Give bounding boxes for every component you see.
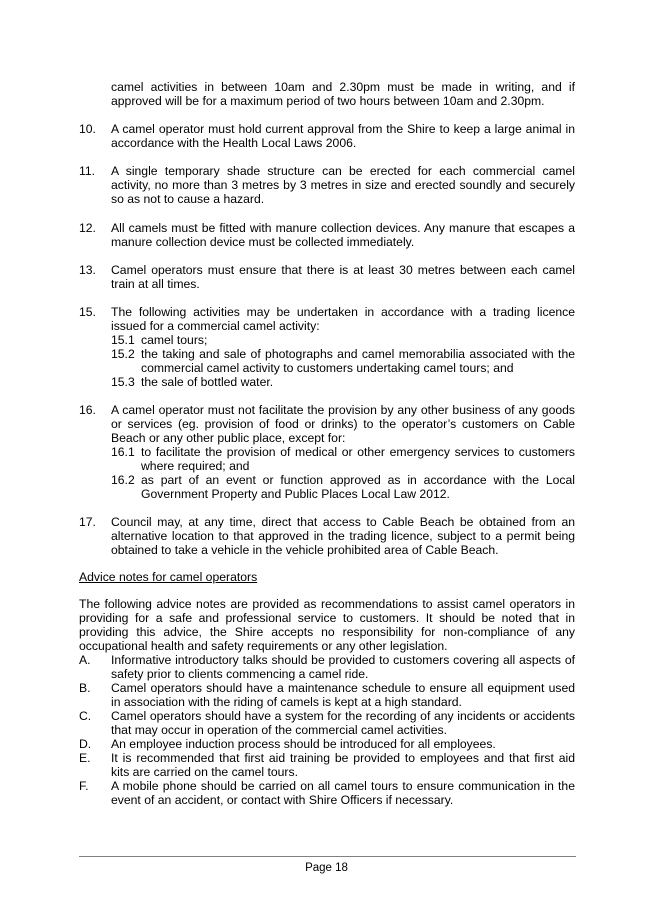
subclause-16-2	[111, 473, 575, 501]
clause-text: The following activities may be undertaken in accordance with a trading licence issued for a commercial camel activity:	[111, 305, 575, 333]
note-letter: B.	[79, 681, 91, 695]
subclause-text: the taking and sale of photographs and camel memorabilia associated with the commercial camel activity to customers undertaking camel tours; and	[141, 347, 575, 375]
clause-text: All camels must be fitted with manure collection devices. Any manure that escapes a manure collection device must be collected immediately.	[111, 221, 575, 249]
clause-number: 12.	[79, 221, 96, 235]
clause-number: 17.	[79, 515, 96, 529]
advice-note-c	[79, 709, 575, 737]
subclause-15-2	[111, 347, 575, 375]
advice-note-e	[79, 751, 575, 779]
page-number: Page 18	[305, 862, 348, 874]
clause-number: 13.	[79, 263, 96, 277]
note-letter: C.	[79, 709, 92, 723]
note-text: It is recommended that first aid training be provided to employees and that first aid kits are carried on the camel tours.	[111, 751, 575, 779]
note-letter: F.	[79, 779, 89, 793]
subclause-text: the sale of bottled water.	[141, 375, 274, 389]
clause-15	[79, 305, 575, 389]
note-letter: E.	[79, 751, 91, 765]
note-letter: A.	[79, 653, 91, 667]
subclause-16-1	[111, 445, 575, 473]
clause-11	[79, 164, 575, 206]
advice-note-a	[79, 653, 575, 681]
clause-17	[79, 515, 575, 557]
subclause-text: to facilitate the provision of medical or other emergency services to customers where required; and	[141, 445, 575, 473]
advice-heading: Advice notes for camel operators	[79, 570, 258, 584]
subclause-number: 16.1	[111, 445, 135, 459]
clause-10	[79, 122, 575, 150]
advice-notes-list	[79, 653, 575, 807]
subclause-text: camel tours;	[141, 333, 208, 347]
subclause-number: 15.1	[111, 333, 135, 347]
continuation-paragraph: camel activities in between 10am and 2.30pm must be made in writing, and if approved will be for a maximum period of two hours between 10am and 2.30pm.	[111, 80, 575, 108]
advice-note-b	[79, 681, 575, 709]
clause-16	[79, 403, 575, 501]
note-text: Camel operators should have a system for the recording of any incidents or accidents that may occur in operation of the commercial camel activities.	[111, 709, 575, 737]
note-text: An employee induction process should be introduced for all employees.	[111, 737, 496, 751]
clause-text: A camel operator must hold current approval from the Shire to keep a large animal in accordance with the Health Local Laws 2006.	[111, 122, 575, 150]
subclause-number: 15.2	[111, 347, 135, 361]
subclause-number: 15.3	[111, 375, 135, 389]
clause-number: 16.	[79, 403, 96, 417]
clause-12	[79, 221, 575, 249]
clause-text: A single temporary shade structure can be erected for each commercial camel activity, no more than 3 metres by 3 metres in size and erected soundly and securely so as not to cause a hazard.	[111, 164, 575, 206]
subclause-15-1	[111, 333, 575, 347]
note-text: A mobile phone should be carried on all camel tours to ensure communication in the event of an accident, or contact with Shire Officers if necessary.	[111, 779, 575, 807]
clause-number: 15.	[79, 305, 96, 319]
clause-13	[79, 263, 575, 291]
subclause-15-3	[111, 375, 575, 389]
clause-text: Camel operators must ensure that there is at least 30 metres between each camel train at all times.	[111, 263, 575, 291]
clause-text: A camel operator must not facilitate the provision by any other business of any goods or services (eg. provision of food or drinks) to the operator’s customers on Cable Beach or any other public place, except for:	[111, 403, 575, 445]
note-text: Informative introductory talks should be provided to customers covering all aspects of safety prior to clients commencing a camel ride.	[111, 653, 575, 681]
subclause-text: as part of an event or function approved as in accordance with the Local Government Property and Public Places Local Law 2012.	[141, 473, 575, 501]
subclause-number: 16.2	[111, 473, 135, 487]
footer-divider	[79, 856, 576, 857]
clause-number: 10.	[79, 122, 96, 136]
note-letter: D.	[79, 737, 92, 751]
advice-note-d	[79, 737, 575, 751]
note-text: Camel operators should have a maintenance schedule to ensure all equipment used in association with the riding of camels is kept at a high standard.	[111, 681, 575, 709]
clause-number: 11.	[79, 164, 96, 178]
advice-intro-paragraph: The following advice notes are provided as recommendations to assist camel operators in providing for a safe and professional service to customers. It should be noted that in providing this advice, the Shire accepts no responsibility for non-compliance of any occupational health and safety requirements or any other legislation.	[79, 597, 575, 653]
clause-text: Council may, at any time, direct that access to Cable Beach be obtained from an alternative location to that approved in the trading licence, subject to a permit being obtained to take a vehicle in the vehicle prohibited area of Cable Beach.	[111, 515, 575, 557]
advice-note-f	[79, 779, 575, 807]
